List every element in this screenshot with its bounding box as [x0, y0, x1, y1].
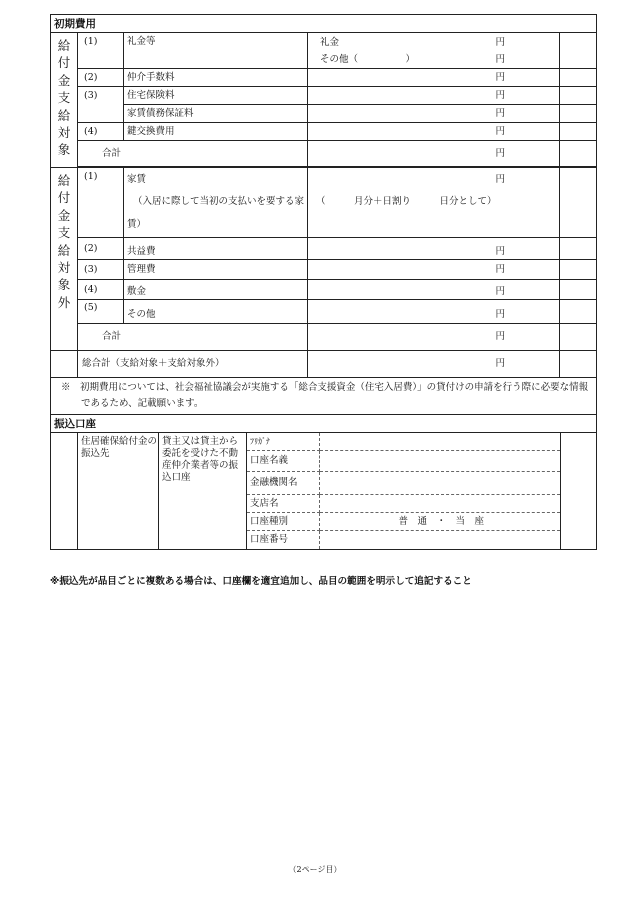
row-number: (4)	[78, 280, 124, 300]
footer-note: ※振込先が品目ごとに複数ある場合は、口座欄を適宜追加し、品目の範囲を明示して追記すること	[50, 576, 472, 587]
page-number: （2ページ目）	[288, 865, 342, 874]
amount-insurance-field[interactable]: 円	[308, 87, 560, 105]
bank-fields	[247, 433, 561, 550]
item-common-fee: 共益費	[124, 238, 308, 260]
remarks-cell[interactable]	[560, 87, 597, 105]
initial-cost-form	[50, 14, 596, 550]
section-title-bank: 振込口座	[51, 415, 597, 433]
row-number: (1)	[78, 33, 124, 69]
item-other: その他	[124, 300, 308, 324]
initial-cost-table	[50, 14, 597, 433]
bank-name-input[interactable]	[319, 472, 560, 495]
section-title-initial: 初期費用	[51, 15, 597, 33]
amount-guarantee-field[interactable]: 円	[308, 105, 560, 123]
amount-agent-fee-field[interactable]: 円	[308, 69, 560, 87]
item-guarantee-fee: 家賃債務保証料	[124, 105, 308, 123]
subtotal-ineligible-field[interactable]: 円	[308, 324, 560, 351]
row-number: (4)	[78, 123, 124, 141]
field-label-account-holder: 口座名義	[247, 451, 319, 472]
bank-account-table	[50, 432, 597, 550]
grand-total-field[interactable]: 円	[308, 351, 560, 378]
item-rent: 家賃 （入居に際して当初の支払いを要する家 賃）	[124, 168, 308, 238]
side-label-eligible: 給 付 金 支 給 対 象	[51, 33, 78, 168]
amount-deposit-field[interactable]: 円	[308, 280, 560, 300]
account-number-input[interactable]	[319, 531, 560, 550]
remarks-cell[interactable]	[560, 260, 597, 280]
remarks-cell[interactable]	[560, 69, 597, 87]
amount-management-fee-field[interactable]: 円	[308, 260, 560, 280]
item-agent-fee: 仲介手数料	[124, 69, 308, 87]
remarks-cell[interactable]	[560, 168, 597, 238]
row-number: (1)	[78, 168, 124, 238]
payee-destination-label: 住居確保給付金の振込先	[78, 433, 159, 550]
field-label-account-number: 口座番号	[247, 531, 319, 550]
row-number: (2)	[78, 69, 124, 87]
item-management-fee: 管理費	[124, 260, 308, 280]
account-type-select[interactable]: 普 通 ・ 当 座	[319, 513, 560, 531]
side-label-ineligible: 給 付 金 支 給 対 象 外	[51, 168, 78, 351]
field-label-branch: 支店名	[247, 495, 319, 513]
remarks-cell[interactable]	[561, 433, 597, 550]
amount-other-field[interactable]: 円	[308, 300, 560, 324]
remarks-cell[interactable]	[560, 324, 597, 351]
subtotal-label: 合計	[78, 141, 308, 167]
item-key-exchange: 鍵交換費用	[124, 123, 308, 141]
branch-input[interactable]	[319, 495, 560, 513]
amount-reikin-field[interactable]: 礼金 円 その他（ ） 円	[308, 33, 560, 69]
amount-common-fee-field[interactable]: 円	[308, 238, 560, 260]
amount-rent-field[interactable]: 円 （ 月分＋日割り 日分として）	[308, 168, 560, 238]
remarks-cell[interactable]	[560, 141, 597, 167]
initial-cost-note: ※ 初期費用については、社会福祉協議会が実施する「総合支援資金（住宅入居費）」の貸付けの申請を行う際に必要な情報であるため、記載願います。	[51, 378, 597, 415]
remarks-cell[interactable]	[560, 123, 597, 141]
field-label-account-type: 口座種別	[247, 513, 319, 531]
remarks-cell[interactable]	[560, 351, 597, 378]
remarks-cell[interactable]	[560, 300, 597, 324]
row-number: (3)	[78, 260, 124, 280]
item-deposit: 敷金	[124, 280, 308, 300]
field-label-bank-name: 金融機関名	[247, 472, 319, 495]
row-number: (5)	[78, 300, 124, 324]
field-label-furigana: ﾌﾘｶﾞﾅ	[247, 433, 319, 451]
subtotal-eligible-field[interactable]: 円	[308, 141, 560, 167]
item-reikin: 礼金等	[124, 33, 308, 69]
amount-key-exchange-field[interactable]: 円	[308, 123, 560, 141]
row-number: (3)	[78, 87, 124, 123]
subtotal-label: 合計	[78, 324, 308, 351]
grand-total-label: 総合計（支給対象＋支給対象外）	[78, 351, 308, 378]
furigana-input[interactable]	[319, 433, 560, 451]
remarks-cell[interactable]	[560, 33, 597, 69]
remarks-cell[interactable]	[560, 238, 597, 260]
remarks-cell[interactable]	[560, 280, 597, 300]
account-holder-input[interactable]	[319, 451, 560, 472]
remarks-cell[interactable]	[560, 105, 597, 123]
landlord-account-label: 貸主又は貸主から委託を受けた不動産仲介業者等の振込口座	[159, 433, 247, 550]
item-insurance: 住宅保険料	[124, 87, 308, 105]
row-number: (2)	[78, 238, 124, 260]
